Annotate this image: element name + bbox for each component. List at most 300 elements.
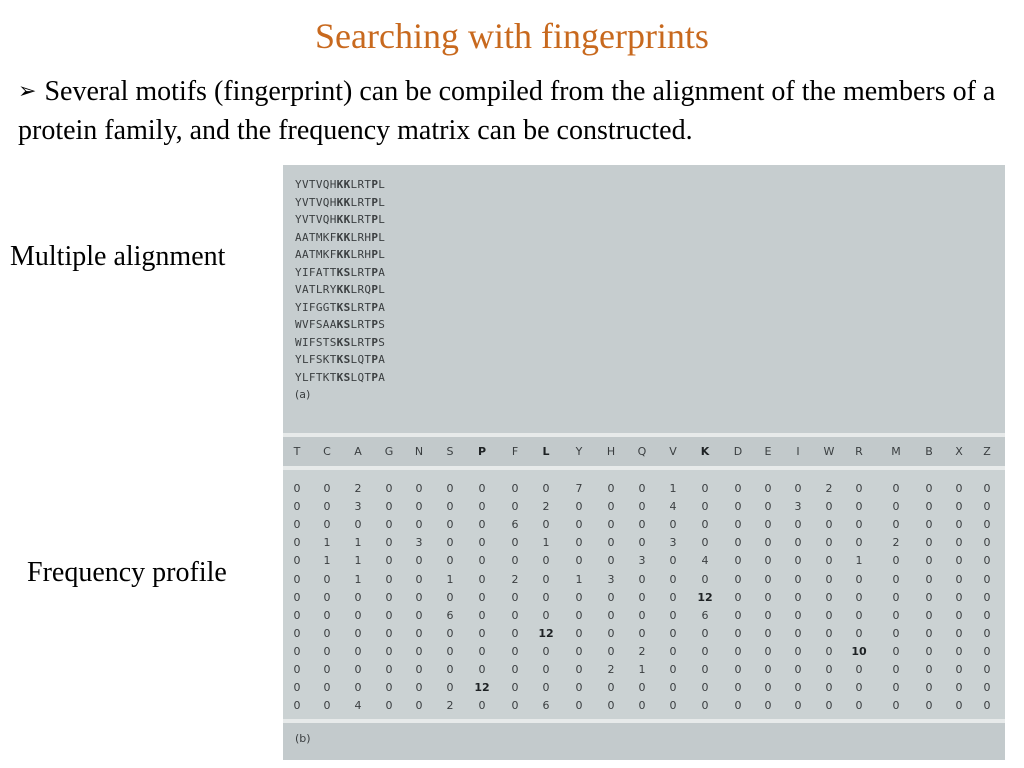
frequency-cell: 0 (855, 482, 863, 495)
frequency-cell: 0 (575, 663, 583, 676)
frequency-cell: 0 (542, 590, 550, 604)
frequency-cell: 0 (701, 500, 709, 514)
frequency-cell: 0 (542, 681, 550, 695)
frequency-cell: 0 (925, 644, 933, 658)
frequency-cell: 0 (607, 554, 615, 568)
frequency-cell: 0 (825, 500, 833, 514)
frequency-cell: 0 (925, 590, 933, 604)
frequency-cell: 0 (293, 644, 301, 658)
frequency-cell: 0 (701, 518, 709, 532)
frequency-cell: 0 (511, 626, 519, 640)
frequency-cell: 0 (734, 518, 742, 532)
amino-acid-header: M (891, 445, 901, 458)
frequency-cell: 0 (764, 681, 772, 695)
amino-acid-header: D (733, 445, 743, 458)
frequency-cell: 4 (669, 500, 677, 514)
frequency-cell: 0 (511, 554, 519, 568)
alignment-panel (283, 165, 1005, 433)
frequency-cell: 0 (701, 626, 709, 640)
frequency-cell: 0 (293, 500, 301, 514)
alignment-sequence: YIFATTKSLRTPA (295, 265, 386, 279)
frequency-cell: 0 (794, 572, 802, 586)
fingerprint-figure (283, 165, 1005, 760)
frequency-cell: 0 (892, 554, 900, 568)
frequency-cell: 0 (638, 590, 646, 604)
frequency-cell: 2 (511, 572, 519, 586)
frequency-cell: 0 (669, 663, 677, 676)
frequency-cell: 0 (955, 663, 963, 676)
frequency-cell: 0 (478, 699, 486, 713)
frequency-cell: 0 (575, 608, 583, 622)
frequency-cell: 0 (892, 699, 900, 713)
alignment-sequence: YVTVQHKKLRTPL (295, 195, 386, 209)
frequency-cell: 0 (511, 590, 519, 604)
frequency-cell: 0 (983, 536, 991, 550)
frequency-cell: 0 (892, 590, 900, 604)
frequency-cell: 0 (478, 663, 486, 676)
frequency-cell: 0 (825, 626, 833, 640)
frequency-cell: 0 (925, 681, 933, 695)
frequency-cell: 0 (794, 681, 802, 695)
frequency-cell: 0 (354, 663, 362, 676)
frequency-cell: 0 (385, 482, 393, 495)
bullet-text: Several motifs (fingerprint) can be compiled from the alignment of the members of a protein family, and the frequency matrix can be constructed. (18, 76, 996, 146)
amino-acid-header: N (414, 445, 424, 458)
frequency-cell: 0 (323, 626, 331, 640)
frequency-cell: 0 (669, 554, 677, 568)
frequency-cell: 0 (955, 699, 963, 713)
frequency-cell: 0 (701, 482, 709, 495)
frequency-cell: 0 (955, 554, 963, 568)
frequency-cell: 0 (701, 572, 709, 586)
frequency-cell: 0 (794, 590, 802, 604)
amino-acid-header: P (477, 445, 487, 458)
frequency-cell: 0 (892, 482, 900, 495)
frequency-cell: 0 (734, 536, 742, 550)
bullet-paragraph (18, 72, 1008, 150)
frequency-cell: 0 (825, 663, 833, 676)
frequency-cell: 0 (825, 608, 833, 622)
frequency-cell: 0 (669, 681, 677, 695)
amino-acid-header: Z (983, 445, 991, 458)
frequency-cell: 0 (323, 681, 331, 695)
frequency-cell: 0 (955, 608, 963, 622)
frequency-cell: 0 (415, 626, 423, 640)
frequency-cell: 0 (354, 681, 362, 695)
frequency-cell: 0 (638, 518, 646, 532)
frequency-cell: 0 (511, 644, 519, 658)
frequency-cell: 0 (607, 644, 615, 658)
frequency-cell: 0 (415, 554, 423, 568)
frequency-cell: 0 (734, 572, 742, 586)
frequency-cell: 0 (575, 626, 583, 640)
frequency-cell: 0 (415, 590, 423, 604)
frequency-cell: 0 (855, 626, 863, 640)
frequency-cell: 0 (323, 572, 331, 586)
frequency-cell: 0 (955, 590, 963, 604)
frequency-cell: 0 (607, 626, 615, 640)
frequency-cell: 0 (385, 626, 393, 640)
frequency-cell: 0 (478, 608, 486, 622)
frequency-cell: 0 (354, 644, 362, 658)
frequency-cell: 0 (575, 590, 583, 604)
frequency-cell: 0 (794, 482, 802, 495)
frequency-cell: 0 (542, 608, 550, 622)
frequency-cell: 0 (825, 699, 833, 713)
frequency-cell: 0 (734, 644, 742, 658)
frequency-cell: 0 (638, 626, 646, 640)
frequency-cell: 0 (323, 608, 331, 622)
frequency-cell: 12 (538, 626, 554, 640)
frequency-cell: 0 (354, 518, 362, 532)
frequency-cell: 0 (925, 554, 933, 568)
frequency-cell: 0 (983, 608, 991, 622)
frequency-cell: 0 (983, 518, 991, 532)
frequency-cell: 0 (734, 681, 742, 695)
frequency-cell: 0 (478, 572, 486, 586)
frequency-cell: 0 (764, 590, 772, 604)
frequency-cell: 0 (825, 554, 833, 568)
amino-acid-header: B (925, 445, 933, 458)
frequency-cell: 0 (293, 663, 301, 676)
frequency-cell: 0 (293, 482, 301, 495)
frequency-cell: 0 (478, 518, 486, 532)
frequency-cell: 2 (825, 482, 833, 495)
frequency-cell: 0 (511, 699, 519, 713)
frequency-cell: 0 (323, 699, 331, 713)
frequency-cell: 4 (701, 554, 709, 568)
frequency-cell: 0 (638, 500, 646, 514)
frequency-cell: 0 (925, 500, 933, 514)
alignment-sequence: VATLRYKKLRQPL (295, 283, 386, 296)
frequency-cell: 0 (925, 518, 933, 532)
frequency-cell: 0 (701, 536, 709, 550)
frequency-cell: 0 (825, 572, 833, 586)
frequency-cell: 0 (669, 590, 677, 604)
frequency-cell: 0 (983, 681, 991, 695)
frequency-cell: 0 (354, 626, 362, 640)
frequency-cell: 0 (385, 663, 393, 676)
alignment-sequence: YLFSKTKSLQTPA (295, 353, 386, 366)
frequency-cell: 0 (607, 518, 615, 532)
frequency-cell: 0 (478, 644, 486, 658)
frequency-cell: 0 (794, 644, 802, 658)
frequency-cell: 0 (323, 482, 331, 495)
frequency-cell: 0 (511, 608, 519, 622)
frequency-cell: 0 (734, 608, 742, 622)
frequency-cell: 0 (478, 482, 486, 495)
frequency-cell: 0 (983, 644, 991, 658)
frequency-cell: 0 (825, 518, 833, 532)
alignment-sequence: YLFTKTKSLQTPA (295, 370, 386, 384)
frequency-cell: 0 (855, 681, 863, 695)
frequency-cell: 10 (851, 644, 867, 658)
frequency-cell: 0 (955, 536, 963, 550)
frequency-cell: 0 (293, 626, 301, 640)
frequency-cell: 0 (415, 572, 423, 586)
frequency-cell: 0 (855, 518, 863, 532)
frequency-cell: 1 (323, 554, 331, 568)
frequency-cell: 0 (385, 608, 393, 622)
frequency-cell: 0 (478, 554, 486, 568)
frequency-cell: 0 (764, 554, 772, 568)
frequency-cell: 0 (955, 482, 963, 495)
arrow-bullet-icon: ➢ (18, 79, 37, 104)
frequency-cell: 0 (925, 536, 933, 550)
frequency-cell: 0 (385, 500, 393, 514)
amino-acid-header: V (669, 445, 677, 458)
frequency-cell: 0 (446, 663, 454, 676)
sequence-list (295, 176, 385, 386)
frequency-cell: 3 (354, 500, 362, 514)
frequency-cell: 0 (669, 626, 677, 640)
frequency-cell: 0 (385, 681, 393, 695)
frequency-cell: 0 (446, 626, 454, 640)
frequency-cell: 0 (855, 536, 863, 550)
frequency-cell: 3 (669, 536, 677, 550)
frequency-cell: 2 (892, 536, 900, 550)
alignment-sequence: YVTVQHKKLRTPL (295, 213, 386, 226)
frequency-cell: 0 (669, 699, 677, 713)
frequency-cell: 0 (415, 482, 423, 495)
frequency-cell: 0 (734, 699, 742, 713)
frequency-cell: 0 (638, 572, 646, 586)
frequency-cell: 0 (542, 518, 550, 532)
frequency-cell: 0 (478, 626, 486, 640)
amino-acid-header: I (796, 445, 800, 458)
frequency-cell: 6 (511, 518, 519, 532)
frequency-cell: 0 (701, 681, 709, 695)
frequency-cell: 0 (955, 626, 963, 640)
frequency-cell: 0 (446, 554, 454, 568)
frequency-cell: 0 (983, 500, 991, 514)
frequency-cell: 0 (385, 590, 393, 604)
frequency-cell: 0 (983, 554, 991, 568)
amino-acid-header: H (606, 445, 616, 458)
frequency-cell: 0 (542, 482, 550, 495)
frequency-cell: 0 (575, 554, 583, 568)
frequency-cell: 0 (607, 536, 615, 550)
frequency-cell: 0 (354, 608, 362, 622)
amino-acid-header: R (855, 445, 863, 458)
alignment-sequence: YVTVQHKKLRTPL (295, 178, 386, 191)
frequency-cell: 0 (511, 663, 519, 676)
frequency-cell: 0 (669, 608, 677, 622)
frequency-cell: 0 (323, 663, 331, 676)
amino-acid-header: S (446, 445, 454, 458)
frequency-cell: 0 (415, 681, 423, 695)
frequency-cell: 0 (293, 590, 301, 604)
frequency-cell: 0 (415, 699, 423, 713)
frequency-cell: 0 (385, 699, 393, 713)
frequency-cell: 0 (638, 681, 646, 695)
frequency-cell: 0 (575, 500, 583, 514)
frequency-cell: 0 (293, 608, 301, 622)
amino-acid-header-row (283, 437, 1005, 466)
slide-title: Searching with fingerprints (315, 16, 709, 56)
frequency-cell: 0 (701, 644, 709, 658)
frequency-cell: 0 (925, 482, 933, 495)
amino-acid-header: W (823, 445, 835, 458)
frequency-cell: 2 (607, 663, 615, 676)
frequency-cell: 0 (925, 572, 933, 586)
amino-acid-header: C (323, 445, 331, 458)
alignment-sequence: AATMKFKKLRHPL (295, 230, 386, 244)
frequency-cell: 0 (983, 482, 991, 495)
frequency-cell: 0 (293, 572, 301, 586)
frequency-cell: 2 (542, 500, 550, 514)
frequency-cell: 0 (855, 699, 863, 713)
frequency-cell: 0 (293, 681, 301, 695)
frequency-cell: 3 (607, 572, 615, 586)
frequency-cell: 0 (293, 536, 301, 550)
frequency-cell: 1 (575, 572, 583, 586)
frequency-cell: 0 (511, 536, 519, 550)
frequency-cell: 0 (607, 699, 615, 713)
frequency-cell: 0 (734, 500, 742, 514)
frequency-cell: 0 (794, 608, 802, 622)
frequency-cell: 0 (955, 500, 963, 514)
frequency-cell: 12 (697, 590, 713, 604)
frequency-cell: 0 (607, 482, 615, 495)
frequency-cell: 0 (669, 572, 677, 586)
frequency-cell: 0 (734, 663, 742, 676)
frequency-cell: 0 (892, 500, 900, 514)
frequency-cell: 0 (794, 699, 802, 713)
frequency-cell: 1 (354, 536, 362, 550)
amino-acid-header: T (293, 445, 301, 458)
frequency-cell: 0 (354, 590, 362, 604)
frequency-cell: 7 (575, 482, 583, 495)
frequency-cell: 6 (446, 608, 454, 622)
frequency-cell: 0 (764, 608, 772, 622)
frequency-cell: 0 (764, 699, 772, 713)
frequency-cell: 0 (825, 681, 833, 695)
frequency-cell: 0 (478, 500, 486, 514)
frequency-cell: 0 (892, 644, 900, 658)
frequency-cell: 0 (415, 518, 423, 532)
frequency-cell: 0 (575, 644, 583, 658)
frequency-cell: 6 (701, 608, 709, 622)
frequency-cell: 0 (385, 536, 393, 550)
frequency-cell: 0 (734, 590, 742, 604)
frequency-cell: 0 (955, 572, 963, 586)
frequency-cell: 0 (794, 626, 802, 640)
frequency-cell: 0 (955, 644, 963, 658)
frequency-cell: 3 (794, 500, 802, 514)
alignment-sequence: YIFGGTKSLRTPA (295, 300, 386, 314)
frequency-cell: 0 (575, 681, 583, 695)
frequency-cell: 0 (764, 536, 772, 550)
amino-acid-header: A (354, 445, 362, 458)
frequency-cell: 0 (701, 663, 709, 676)
frequency-cell: 0 (825, 536, 833, 550)
alignment-sequence: AATMKFKKLRHPL (295, 248, 386, 261)
frequency-cell: 0 (855, 663, 863, 676)
frequency-cell: 0 (293, 518, 301, 532)
amino-acid-header: Y (575, 445, 583, 458)
frequency-cell: 0 (892, 608, 900, 622)
frequency-cell: 0 (446, 644, 454, 658)
frequency-cell: 0 (511, 500, 519, 514)
frequency-cell: 0 (734, 482, 742, 495)
frequency-cell: 0 (446, 536, 454, 550)
amino-acid-header: F (511, 445, 519, 458)
frequency-cell: 0 (764, 500, 772, 514)
frequency-cell: 0 (983, 590, 991, 604)
frequency-cell: 0 (855, 500, 863, 514)
frequency-cell: 0 (734, 554, 742, 568)
frequency-cell: 0 (925, 699, 933, 713)
frequency-cell: 0 (575, 518, 583, 532)
frequency-cell: 0 (825, 644, 833, 658)
frequency-cell: 0 (446, 681, 454, 695)
frequency-cell: 0 (415, 663, 423, 676)
panel-b-label: (b) (295, 732, 311, 745)
frequency-cell: 1 (638, 663, 646, 676)
frequency-cell: 0 (764, 644, 772, 658)
frequency-cell: 6 (542, 699, 550, 713)
frequency-cell: 0 (478, 590, 486, 604)
frequency-cell: 0 (983, 663, 991, 676)
frequency-cell: 0 (983, 572, 991, 586)
alignment-sequence: WIFSTSKSLRTPS (295, 335, 386, 349)
frequency-cell: 2 (638, 644, 646, 658)
frequency-cell: 1 (354, 554, 362, 568)
frequency-cell: 0 (323, 590, 331, 604)
frequency-cell: 0 (638, 608, 646, 622)
frequency-cell: 0 (794, 554, 802, 568)
frequency-cell: 0 (764, 663, 772, 676)
frequency-cell: 0 (638, 482, 646, 495)
frequency-cell: 0 (955, 518, 963, 532)
frequency-cell: 0 (542, 644, 550, 658)
frequency-cell: 1 (855, 554, 863, 568)
frequency-cell: 0 (669, 644, 677, 658)
amino-acid-header: L (542, 445, 550, 458)
frequency-cell: 0 (638, 699, 646, 713)
frequency-cell: 0 (955, 681, 963, 695)
frequency-cell: 0 (415, 644, 423, 658)
frequency-cell: 0 (669, 518, 677, 532)
frequency-cell: 0 (385, 644, 393, 658)
frequency-cell: 0 (293, 554, 301, 568)
frequency-cell: 0 (323, 518, 331, 532)
amino-acid-header: K (700, 445, 710, 458)
frequency-cell: 0 (607, 590, 615, 604)
frequency-cell: 1 (354, 572, 362, 586)
frequency-cell: 0 (734, 626, 742, 640)
frequency-cell: 0 (575, 536, 583, 550)
frequency-cell: 0 (638, 536, 646, 550)
frequency-cell: 0 (511, 681, 519, 695)
frequency-cell: 0 (542, 554, 550, 568)
frequency-matrix (283, 470, 1005, 719)
frequency-cell: 0 (892, 681, 900, 695)
frequency-cell: 0 (764, 482, 772, 495)
amino-acid-header: Q (637, 445, 647, 458)
amino-acid-header: X (955, 445, 963, 458)
frequency-cell: 0 (794, 663, 802, 676)
frequency-cell: 0 (701, 699, 709, 713)
frequency-cell: 0 (764, 626, 772, 640)
frequency-cell: 0 (446, 518, 454, 532)
frequency-cell: 0 (575, 699, 583, 713)
frequency-cell: 0 (925, 626, 933, 640)
frequency-cell: 1 (542, 536, 550, 550)
frequency-cell: 0 (892, 663, 900, 676)
frequency-cell: 0 (764, 518, 772, 532)
